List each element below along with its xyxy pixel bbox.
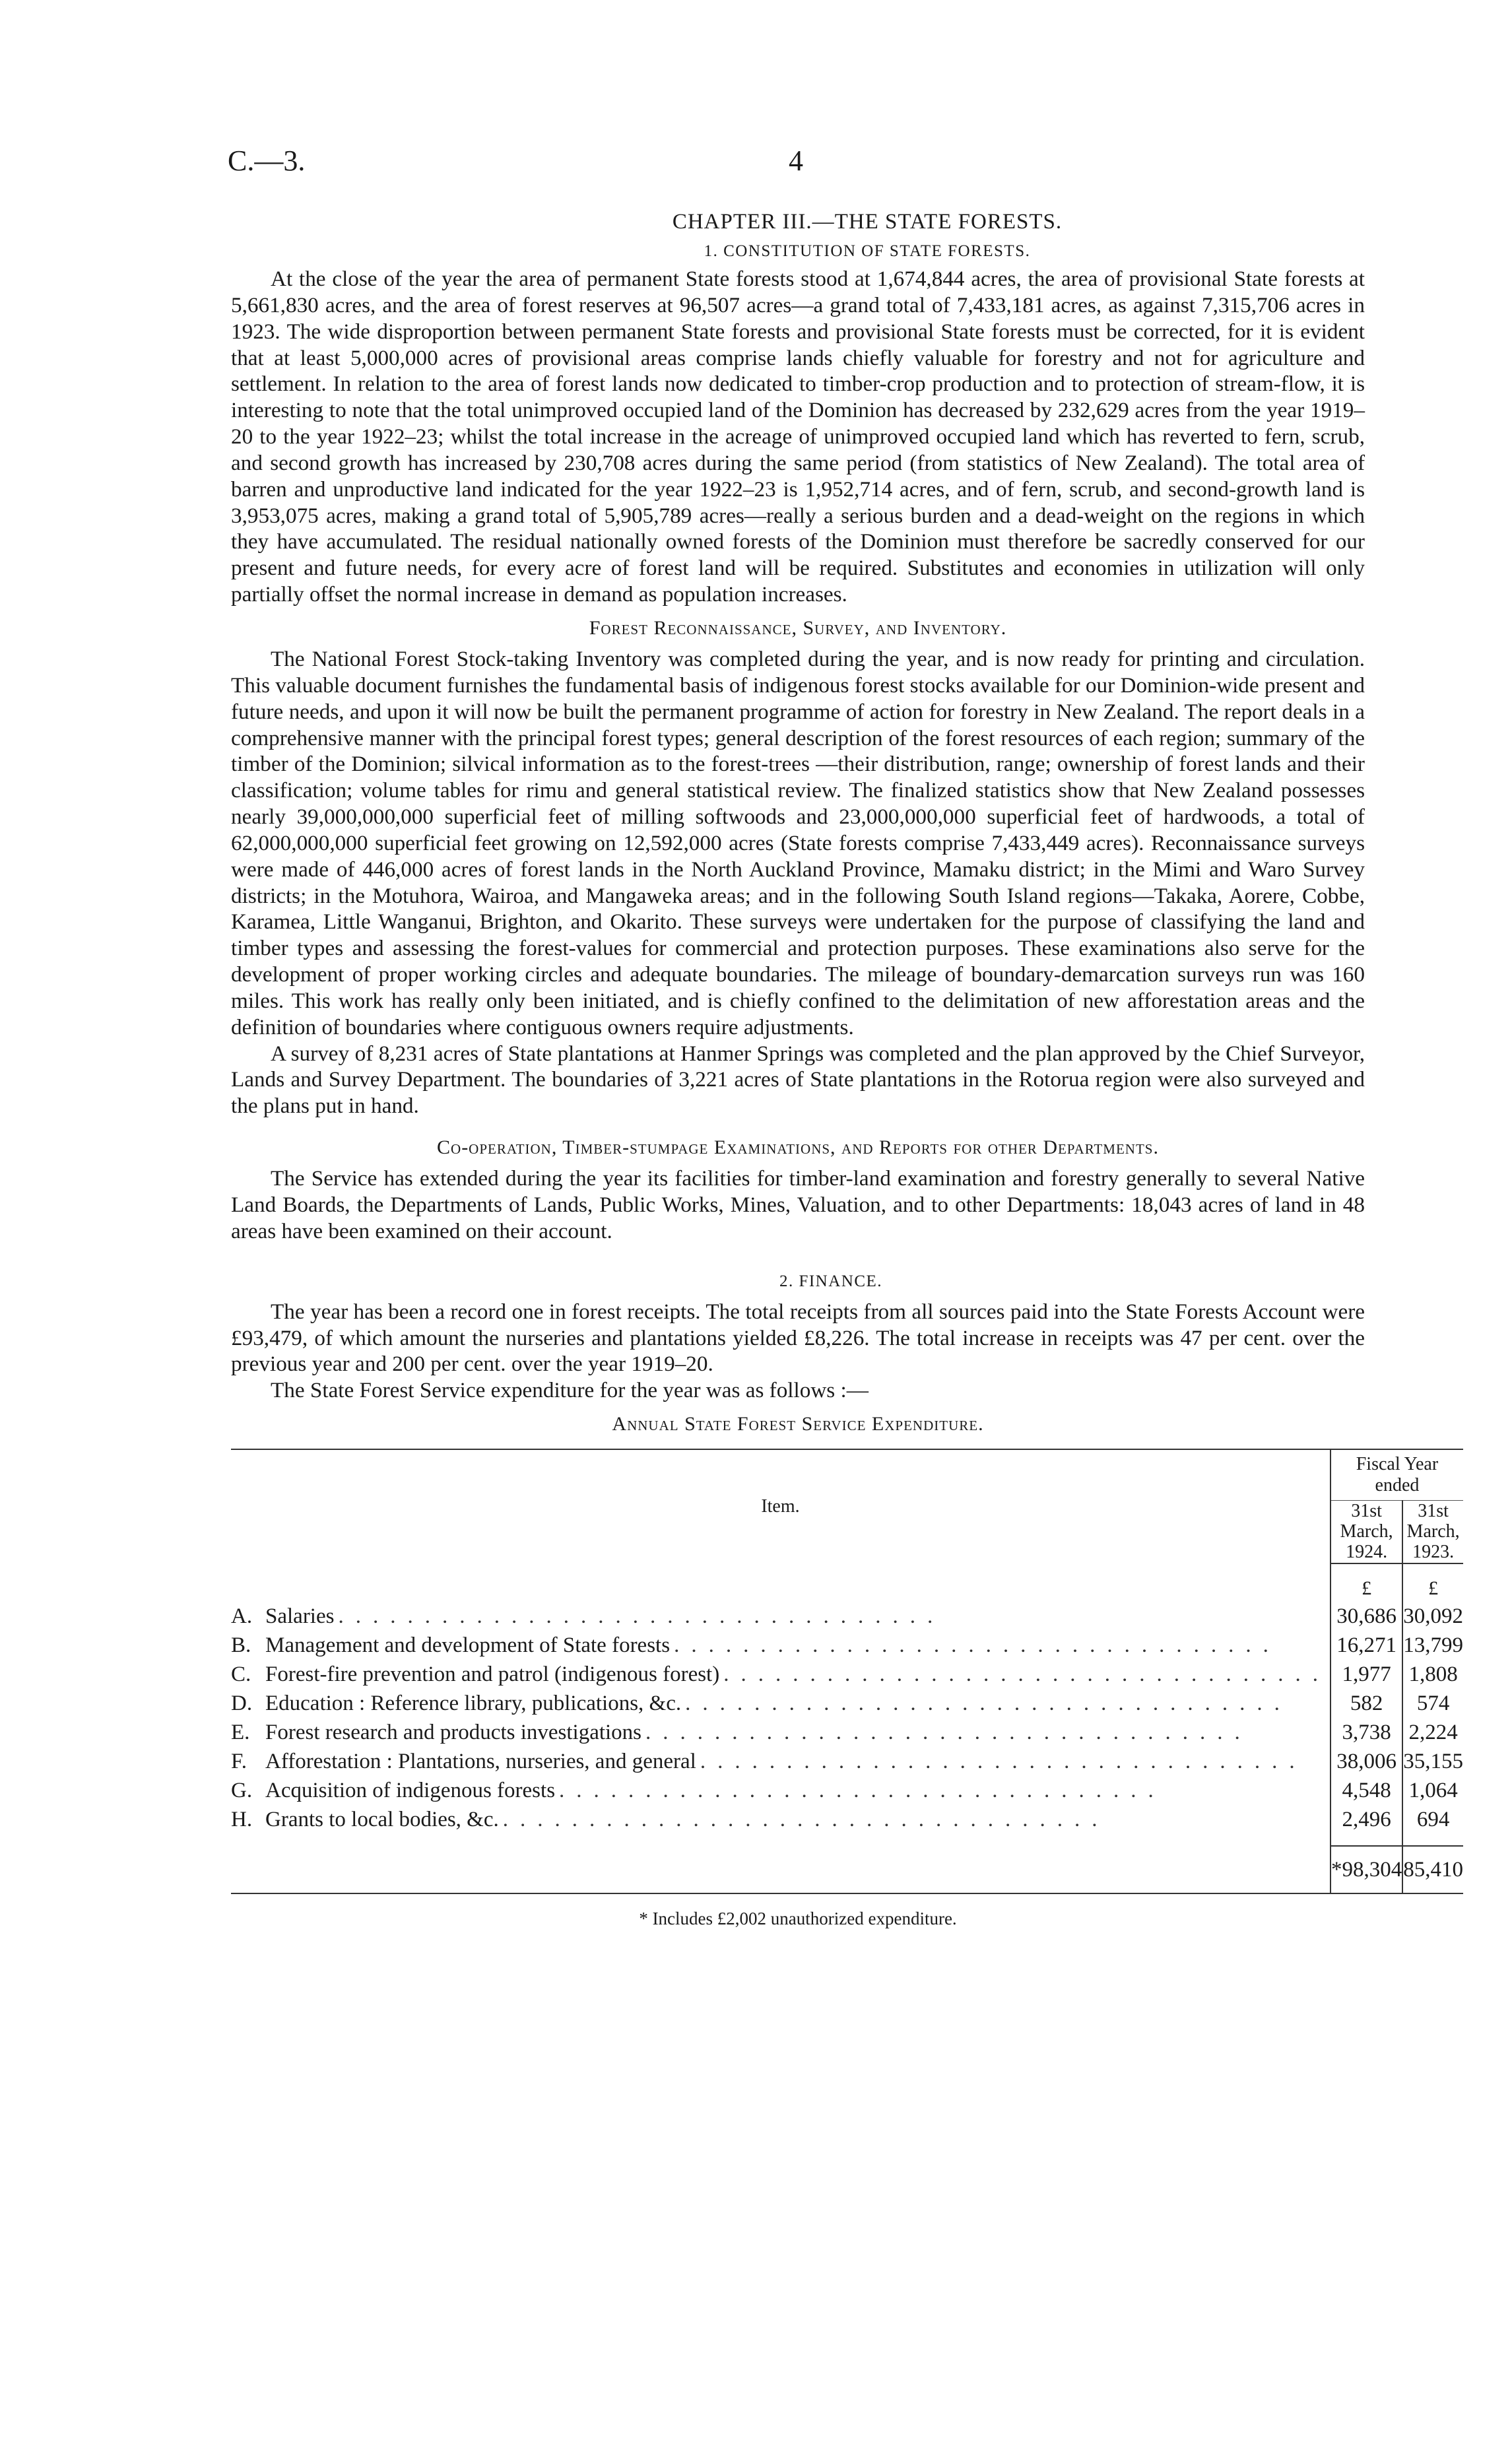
cell-1923: 1,808 <box>1402 1658 1463 1687</box>
row-item: Grants to local bodies, &c. <box>265 1808 499 1832</box>
table-footnote: * Includes £2,002 unauthorized expenditure. <box>639 1909 957 1929</box>
cell-1924: 38,006 <box>1331 1745 1402 1774</box>
row-item: Management and development of State forests <box>265 1633 671 1658</box>
row-item: Forest research and products investigations <box>265 1721 642 1745</box>
cell-1923: 694 <box>1402 1803 1463 1832</box>
paragraph-receipts: The year has been a record one in forest receipts. The total receipts from all sources paid into the State Forests Account were £93,479, of which amount the nurseries and plantations yielded £8,226. The total increase in receipts was 47 per cent. over the previous year and 200 per cent. over the year 1919–20. <box>231 1299 1365 1377</box>
cell-1924: 3,738 <box>1331 1716 1402 1745</box>
table-row: H. Grants to local bodies, &c. ................................... 2,496 694 <box>231 1803 1463 1832</box>
paragraph-inventory: The National Forest Stock-taking Inventory was completed during the year, and is now ready for printing and circulation. This valuable document furnishes the fundamental basis of indigenous forest stocks available for our Dominion-wide present and future needs, and upon it will now be built the permanent programme of action for forestry in New Zealand. The report deals in a comprehensive manner with the principal forest types; general description of the forest resources of each region; summary of the timber of the Dominion; silvical information as to the forest-trees —their distribution, range; ownership of forest lands and their classification; volume tables for rimu and general statistical review. The finalized statistics show that New Zealand possesses nearly 39,000,000,000 superficial feet of milling softwoods and 23,000,000,000 superficial feet of hardwoods, a total of 62,000,000,000 superficial feet growing on 12,592,000 acres (State forests comprise 7,433,449 acres). Reconnaissance surveys were made of 446,000 acres of forest lands in the North Auckland Province, Mamaku district; in the Mimi and Waro Survey districts; in the Motuhora, Wairoa, and Mangaweka areas; and in the following South Island regions—Takaka, Aorere, Cobbe, Karamea, Little Wanganui, Brighton, and Okarito. These surveys were undertaken for the purpose of classifying the land and timber types and assessing the forest-values for commercial and protection purposes. These examinations also serve for the development of proper working circles and adequate boundaries. The mileage of boundary-demarcation surveys run was 160 miles. This work has really only been initiated, and is chiefly confined to the delimitation of new afforestation areas and the definition of boundaries where contiguous owners require adjustments. <box>231 646 1365 1039</box>
paragraph-cooperation: The Service has extended during the year its facilities for timber-land examination and forestry generally to several Native Land Boards, the Departments of Lands, Public Works, Mines, Valuation, and to other Departments: 18,043 acres of land in 48 areas have been examined on their account. <box>231 1166 1365 1243</box>
table-total-row <box>231 1846 1463 1893</box>
page-header <box>228 144 1284 190</box>
row-letter: C. <box>231 1662 251 1687</box>
paragraph-constitution: At the close of the year the area of permanent State forests stood at 1,674,844 acres, the area of provisional State forests at 5,661,830 acres, and the area of forest reserves at 96,507 acres—a grand total of 7,433,181 acres, as against 7,315,706 acres in 1923. The wide disproportion between permanent State forests and provisional State forests must be corrected, for it is evident that at least 5,000,000 acres of provisional areas comprise lands chiefly valuable for forestry and not for agriculture and settlement. In relation to the area of forest lands now dedicated to timber-crop production and to protection of stream-flow, it is interesting to note that the total unimproved occupied land of the Dominion has decreased by 232,629 acres from the year 1919–20 to the year 1922–23; whilst the total increase in the acreage of unimproved occupied land which has reverted to fern, scrub, and second growth has increased by 230,708 acres during the same period (from statistics of New Zealand). The total area of barren and unproductive land indicated for the year 1922–23 is 1,952,714 acres, and of fern, scrub, and second-growth land is 3,953,075 acres, making a grand total of 5,905,789 acres—really a serious burden and a dead-weight on the regions in which they have accumulated. The residual nationally owned forests of the Dominion must therefore be sacredly conserved for our present and future needs, for every acre of forest land will be required. Substitutes and economies in utilization will only partially offset the normal increase in demand as population increases. <box>231 267 1365 607</box>
cell-1923: 2,224 <box>1402 1716 1463 1745</box>
row-letter: H. <box>231 1808 253 1832</box>
chapter-title: CHAPTER III.—THE STATE FORESTS. <box>672 210 1063 234</box>
table-row: A. Salaries ................................... 30,686 30,092 <box>231 1600 1463 1629</box>
row-letter: F. <box>231 1750 247 1774</box>
row-letter: D. <box>231 1691 253 1716</box>
table-row: B. Management and development of State forests ................................... 16,271 13,799 <box>231 1629 1463 1658</box>
page-number: 4 <box>789 145 803 177</box>
subheading-cooperation: Co-operation, Timber-stumpage Examinations, and Reports for other Departments. <box>437 1136 1159 1159</box>
cell-1924: 16,271 <box>1331 1629 1402 1658</box>
unit-1923: £ <box>1402 1563 1463 1600</box>
row-item: Acquisition of indigenous forests <box>265 1779 556 1803</box>
cell-1924: 582 <box>1331 1687 1402 1716</box>
paragraph-expenditure-intro: The State Forest Service expenditure for the year was as follows :— <box>271 1378 869 1403</box>
cell-1924: 1,977 <box>1331 1658 1402 1687</box>
expenditure-table <box>231 1449 1463 1894</box>
row-letter: E. <box>231 1721 250 1745</box>
row-item: Salaries <box>265 1604 335 1629</box>
cell-1924: 4,548 <box>1331 1774 1402 1803</box>
column-header-item: Item. <box>231 1449 1331 1563</box>
row-item: Education : Reference library, publications, &c. <box>265 1691 682 1716</box>
document-id: C.—3. <box>228 145 306 177</box>
table-row: G. Acquisition of indigenous forests ................................... 4,548 1,064 <box>231 1774 1463 1803</box>
column-header-1924: 31st March, 1924. <box>1331 1501 1402 1564</box>
row-letter: G. <box>231 1779 253 1803</box>
row-letter: A. <box>231 1604 253 1629</box>
row-item: Afforestation : Plantations, nurseries, and general <box>265 1750 696 1774</box>
section-heading-finance: 2. FINANCE. <box>779 1272 883 1290</box>
unit-1924: £ <box>1331 1563 1402 1600</box>
cell-1923: 574 <box>1402 1687 1463 1716</box>
table-row: E. Forest research and products investigations ................................... 3,738 2,224 <box>231 1716 1463 1745</box>
table-title: Annual State Forest Service Expenditure. <box>612 1413 984 1435</box>
row-item: Forest-fire prevention and patrol (indigenous forest) <box>265 1662 720 1687</box>
cell-1924: 30,686 <box>1331 1600 1402 1629</box>
cell-1923: 35,155 <box>1402 1745 1463 1774</box>
table-row: F. Afforestation : Plantations, nurseries, and general ................................... 38,006 35,155 <box>231 1745 1463 1774</box>
row-letter: B. <box>231 1633 251 1658</box>
subheading-reconnaissance: Forest Reconnaissance, Survey, and Inventory. <box>589 616 1007 639</box>
column-header-1923: 31st March, 1923. <box>1402 1501 1463 1564</box>
table-row: C. Forest-fire prevention and patrol (indigenous forest) ................................... 1,977 1,808 <box>231 1658 1463 1687</box>
total-1923: 85,410 <box>1402 1846 1463 1893</box>
paragraph-hanmer-survey: A survey of 8,231 acres of State plantations at Hanmer Springs was completed and the plan approved by the Chief Surveyor, Lands and Survey Department. The boundaries of 3,221 acres of State plantations in the Rotorua region were also surveyed and the plans put in hand. <box>231 1041 1365 1119</box>
cell-1924: 2,496 <box>1331 1803 1402 1832</box>
column-header-fiscal-year: Fiscal Year ended <box>1331 1449 1463 1501</box>
table-row: D. Education : Reference library, publications, &c. ................................... 582 574 <box>231 1687 1463 1716</box>
main-content <box>231 210 1463 1929</box>
total-1924: *98,304 <box>1331 1846 1402 1893</box>
cell-1923: 13,799 <box>1402 1629 1463 1658</box>
section-heading-constitution: 1. CONSTITUTION OF STATE FORESTS. <box>704 242 1031 260</box>
cell-1923: 30,092 <box>1402 1600 1463 1629</box>
cell-1923: 1,064 <box>1402 1774 1463 1803</box>
